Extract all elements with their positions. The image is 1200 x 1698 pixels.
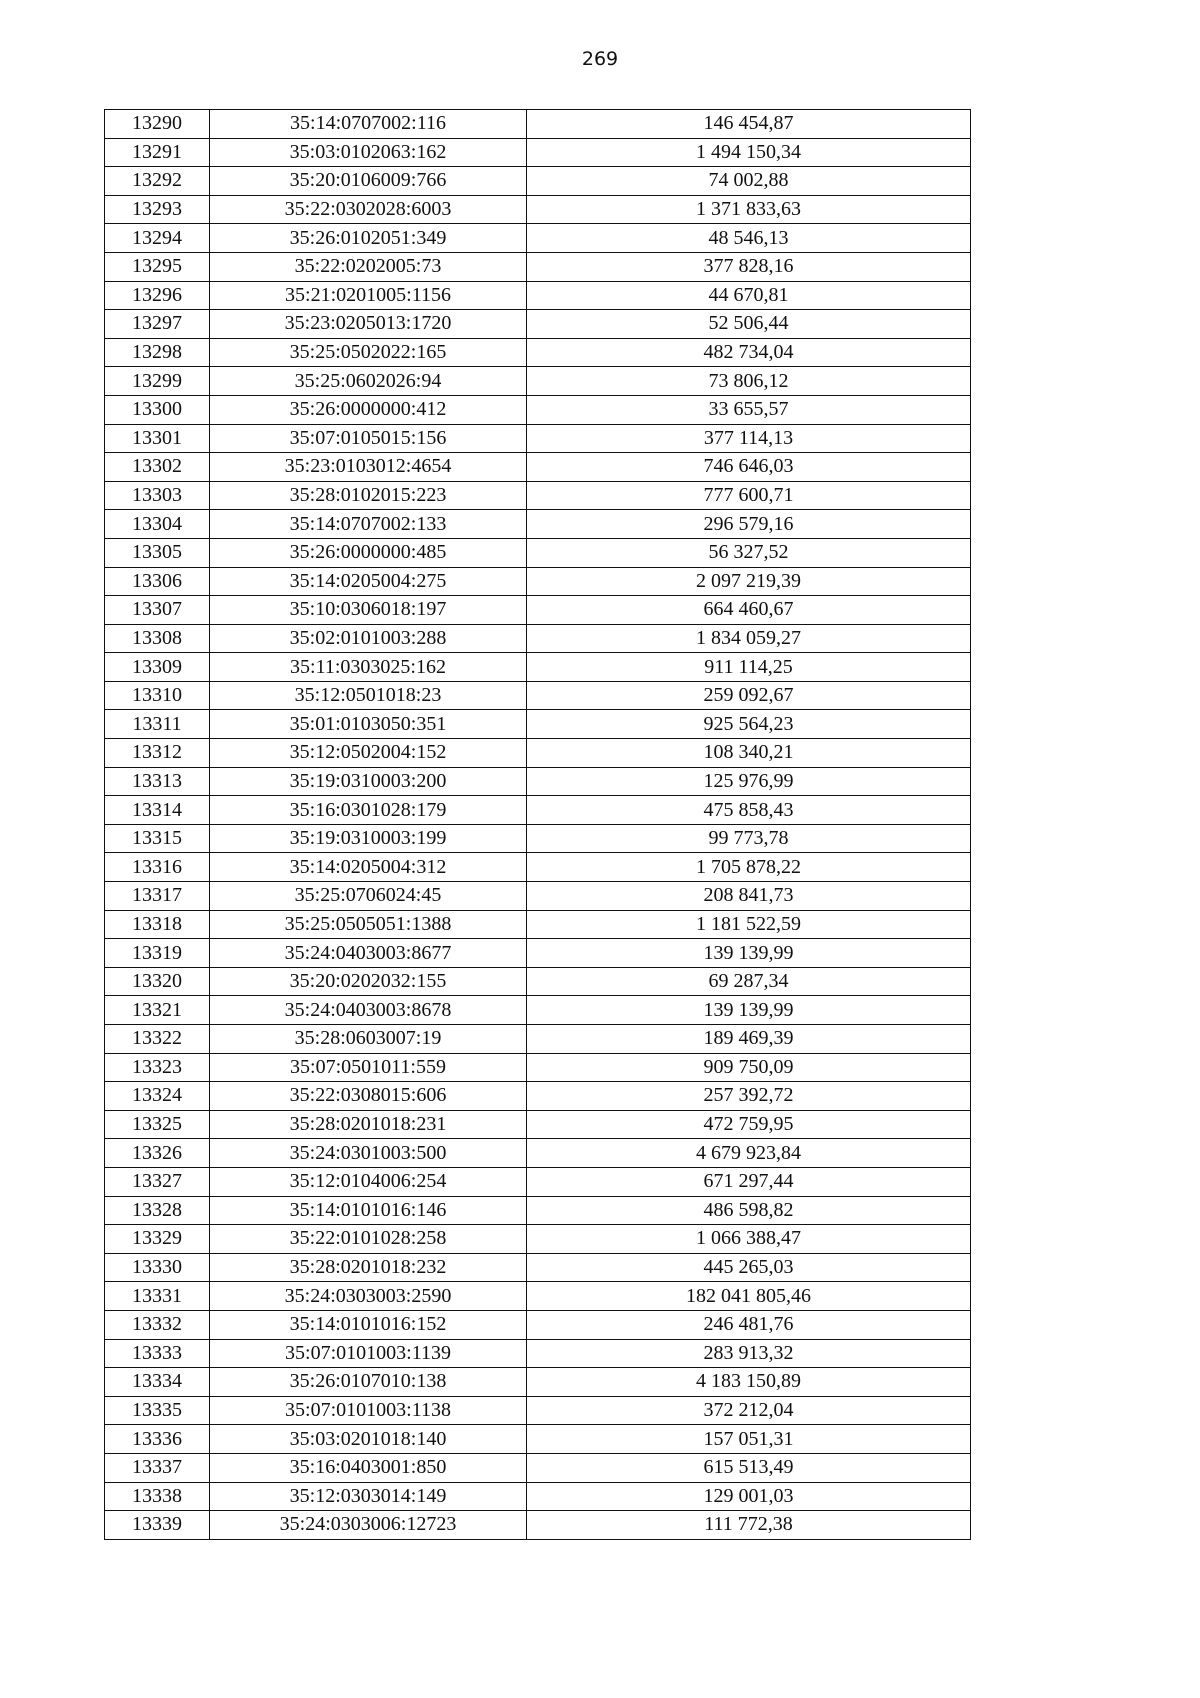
cadastral-value-cell: 2 097 219,39 [527, 567, 971, 596]
cadastral-number-cell: 35:14:0205004:275 [210, 567, 527, 596]
row-number-cell: 13334 [105, 1368, 210, 1397]
table-row [105, 281, 971, 310]
cadastral-number-cell: 35:22:0308015:606 [210, 1082, 527, 1111]
cadastral-value-cell: 4 183 150,89 [527, 1368, 971, 1397]
cadastral-value-cell: 377 828,16 [527, 252, 971, 281]
table-row [105, 1167, 971, 1196]
table-row [105, 1225, 971, 1254]
cadastral-number-cell: 35:07:0101003:1138 [210, 1396, 527, 1425]
cadastral-value-cell: 48 546,13 [527, 224, 971, 253]
cadastral-number-cell: 35:20:0106009:766 [210, 167, 527, 196]
table-row [105, 653, 971, 682]
cadastral-number-cell: 35:14:0707002:133 [210, 510, 527, 539]
table-row [105, 710, 971, 739]
cadastral-number-cell: 35:22:0101028:258 [210, 1225, 527, 1254]
cadastral-value-cell: 259 092,67 [527, 681, 971, 710]
table-row [105, 567, 971, 596]
table-row [105, 1139, 971, 1168]
cadastral-value-cell: 746 646,03 [527, 453, 971, 482]
row-number-cell: 13338 [105, 1482, 210, 1511]
cadastral-number-cell: 35:28:0201018:231 [210, 1110, 527, 1139]
row-number-cell: 13322 [105, 1025, 210, 1054]
cadastral-value-cell: 257 392,72 [527, 1082, 971, 1111]
cadastral-number-cell: 35:24:0403003:8677 [210, 939, 527, 968]
cadastral-value-cell: 1 181 522,59 [527, 910, 971, 939]
row-number-cell: 13299 [105, 367, 210, 396]
row-number-cell: 13333 [105, 1339, 210, 1368]
cadastral-value-cell: 108 340,21 [527, 739, 971, 768]
cadastral-value-cell: 911 114,25 [527, 653, 971, 682]
cadastral-value-cell: 182 041 805,46 [527, 1282, 971, 1311]
table-row [105, 596, 971, 625]
cadastral-value-cell: 4 679 923,84 [527, 1139, 971, 1168]
cadastral-value-cell: 283 913,32 [527, 1339, 971, 1368]
cadastral-number-cell: 35:24:0403003:8678 [210, 996, 527, 1025]
row-number-cell: 13321 [105, 996, 210, 1025]
row-number-cell: 13319 [105, 939, 210, 968]
cadastral-number-cell: 35:12:0303014:149 [210, 1482, 527, 1511]
row-number-cell: 13330 [105, 1253, 210, 1282]
cadastral-number-cell: 35:16:0403001:850 [210, 1453, 527, 1482]
table-row [105, 1110, 971, 1139]
cadastral-value-cell: 372 212,04 [527, 1396, 971, 1425]
table-row [105, 1196, 971, 1225]
table-row [105, 1511, 971, 1540]
row-number-cell: 13336 [105, 1425, 210, 1454]
cadastral-value-cell: 189 469,39 [527, 1025, 971, 1054]
cadastral-number-cell: 35:07:0101003:1139 [210, 1339, 527, 1368]
table-row [105, 1482, 971, 1511]
table-row [105, 1453, 971, 1482]
cadastral-number-cell: 35:21:0201005:1156 [210, 281, 527, 310]
row-number-cell: 13332 [105, 1310, 210, 1339]
row-number-cell: 13316 [105, 853, 210, 882]
table-row [105, 681, 971, 710]
cadastral-value-cell: 482 734,04 [527, 338, 971, 367]
row-number-cell: 13306 [105, 567, 210, 596]
table-row [105, 624, 971, 653]
cadastral-value-cell: 1 494 150,34 [527, 138, 971, 167]
cadastral-value-cell: 99 773,78 [527, 824, 971, 853]
cadastral-number-cell: 35:11:0303025:162 [210, 653, 527, 682]
row-number-cell: 13325 [105, 1110, 210, 1139]
cadastral-value-cell: 52 506,44 [527, 310, 971, 339]
cadastral-number-cell: 35:22:0202005:73 [210, 252, 527, 281]
row-number-cell: 13294 [105, 224, 210, 253]
cadastral-number-cell: 35:26:0102051:349 [210, 224, 527, 253]
table-row [105, 310, 971, 339]
cadastral-value-cell: 486 598,82 [527, 1196, 971, 1225]
table-row [105, 1425, 971, 1454]
table-row [105, 882, 971, 911]
table-row [105, 1053, 971, 1082]
cadastral-value-cell: 146 454,87 [527, 110, 971, 139]
page-number: 269 [581, 48, 619, 70]
row-number-cell: 13327 [105, 1167, 210, 1196]
row-number-cell: 13290 [105, 110, 210, 139]
row-number-cell: 13291 [105, 138, 210, 167]
cadastral-number-cell: 35:22:0302028:6003 [210, 195, 527, 224]
table-row [105, 167, 971, 196]
cadastral-value-cell: 139 139,99 [527, 996, 971, 1025]
cadastral-value-cell: 296 579,16 [527, 510, 971, 539]
row-number-cell: 13293 [105, 195, 210, 224]
cadastral-number-cell: 35:02:0101003:288 [210, 624, 527, 653]
cadastral-number-cell: 35:10:0306018:197 [210, 596, 527, 625]
cadastral-value-cell: 1 834 059,27 [527, 624, 971, 653]
cadastral-value-cell: 73 806,12 [527, 367, 971, 396]
table-row [105, 395, 971, 424]
cadastral-number-cell: 35:14:0707002:116 [210, 110, 527, 139]
table-row [105, 1396, 971, 1425]
row-number-cell: 13317 [105, 882, 210, 911]
row-number-cell: 13302 [105, 453, 210, 482]
table-row [105, 1025, 971, 1054]
cadastral-number-cell: 35:24:0303006:12723 [210, 1511, 527, 1540]
table-row [105, 1368, 971, 1397]
table-row [105, 138, 971, 167]
row-number-cell: 13301 [105, 424, 210, 453]
row-number-cell: 13320 [105, 967, 210, 996]
cadastral-value-cell: 664 460,67 [527, 596, 971, 625]
row-number-cell: 13292 [105, 167, 210, 196]
cadastral-number-cell: 35:07:0105015:156 [210, 424, 527, 453]
table-row [105, 367, 971, 396]
table-row [105, 767, 971, 796]
cadastral-number-cell: 35:16:0301028:179 [210, 796, 527, 825]
table-row [105, 510, 971, 539]
table-row [105, 853, 971, 882]
cadastral-value-cell: 111 772,38 [527, 1511, 971, 1540]
cadastral-value-cell: 615 513,49 [527, 1453, 971, 1482]
row-number-cell: 13296 [105, 281, 210, 310]
cadastral-value-cell: 1 371 833,63 [527, 195, 971, 224]
table-row [105, 1339, 971, 1368]
cadastral-value-cell: 671 297,44 [527, 1167, 971, 1196]
cadastral-number-cell: 35:26:0000000:412 [210, 395, 527, 424]
row-number-cell: 13303 [105, 481, 210, 510]
row-number-cell: 13297 [105, 310, 210, 339]
row-number-cell: 13305 [105, 538, 210, 567]
table-row [105, 996, 971, 1025]
cadastral-value-cell: 925 564,23 [527, 710, 971, 739]
cadastral-value-cell: 56 327,52 [527, 538, 971, 567]
table-row [105, 824, 971, 853]
cadastral-number-cell: 35:07:0501011:559 [210, 1053, 527, 1082]
row-number-cell: 13300 [105, 395, 210, 424]
cadastral-number-cell: 35:19:0310003:199 [210, 824, 527, 853]
table-row [105, 796, 971, 825]
table-body [105, 110, 971, 1540]
row-number-cell: 13329 [105, 1225, 210, 1254]
table-row [105, 1253, 971, 1282]
cadastral-number-cell: 35:28:0102015:223 [210, 481, 527, 510]
row-number-cell: 13311 [105, 710, 210, 739]
table-row [105, 939, 971, 968]
table-row [105, 453, 971, 482]
table-row [105, 1310, 971, 1339]
cadastral-value-cell: 74 002,88 [527, 167, 971, 196]
cadastral-value-cell: 246 481,76 [527, 1310, 971, 1339]
cadastral-number-cell: 35:24:0301003:500 [210, 1139, 527, 1168]
cadastral-value-cell: 445 265,03 [527, 1253, 971, 1282]
row-number-cell: 13308 [105, 624, 210, 653]
cadastral-number-cell: 35:23:0205013:1720 [210, 310, 527, 339]
cadastral-number-cell: 35:26:0000000:485 [210, 538, 527, 567]
cadastral-number-cell: 35:14:0205004:312 [210, 853, 527, 882]
cadastral-number-cell: 35:14:0101016:146 [210, 1196, 527, 1225]
cadastral-value-table [104, 109, 971, 1540]
row-number-cell: 13307 [105, 596, 210, 625]
cadastral-number-cell: 35:12:0501018:23 [210, 681, 527, 710]
cadastral-value-cell: 129 001,03 [527, 1482, 971, 1511]
row-number-cell: 13310 [105, 681, 210, 710]
row-number-cell: 13328 [105, 1196, 210, 1225]
cadastral-value-cell: 475 858,43 [527, 796, 971, 825]
table-row [105, 739, 971, 768]
cadastral-number-cell: 35:28:0603007:19 [210, 1025, 527, 1054]
row-number-cell: 13312 [105, 739, 210, 768]
cadastral-number-cell: 35:20:0202032:155 [210, 967, 527, 996]
cadastral-number-cell: 35:23:0103012:4654 [210, 453, 527, 482]
cadastral-number-cell: 35:19:0310003:200 [210, 767, 527, 796]
cadastral-number-cell: 35:14:0101016:152 [210, 1310, 527, 1339]
row-number-cell: 13324 [105, 1082, 210, 1111]
cadastral-number-cell: 35:26:0107010:138 [210, 1368, 527, 1397]
cadastral-number-cell: 35:25:0706024:45 [210, 882, 527, 911]
cadastral-value-cell: 909 750,09 [527, 1053, 971, 1082]
cadastral-value-cell: 44 670,81 [527, 281, 971, 310]
table-row [105, 1082, 971, 1111]
table-row [105, 252, 971, 281]
table-row [105, 967, 971, 996]
cadastral-value-cell: 377 114,13 [527, 424, 971, 453]
table-row [105, 338, 971, 367]
cadastral-number-cell: 35:25:0602026:94 [210, 367, 527, 396]
row-number-cell: 13309 [105, 653, 210, 682]
cadastral-number-cell: 35:03:0201018:140 [210, 1425, 527, 1454]
cadastral-number-cell: 35:25:0502022:165 [210, 338, 527, 367]
cadastral-number-cell: 35:12:0104006:254 [210, 1167, 527, 1196]
row-number-cell: 13318 [105, 910, 210, 939]
cadastral-value-cell: 125 976,99 [527, 767, 971, 796]
table-row [105, 195, 971, 224]
cadastral-value-cell: 777 600,71 [527, 481, 971, 510]
cadastral-value-cell: 208 841,73 [527, 882, 971, 911]
cadastral-value-cell: 472 759,95 [527, 1110, 971, 1139]
cadastral-value-cell: 139 139,99 [527, 939, 971, 968]
row-number-cell: 13337 [105, 1453, 210, 1482]
cadastral-value-cell: 1 066 388,47 [527, 1225, 971, 1254]
cadastral-number-cell: 35:24:0303003:2590 [210, 1282, 527, 1311]
row-number-cell: 13295 [105, 252, 210, 281]
cadastral-number-cell: 35:28:0201018:232 [210, 1253, 527, 1282]
row-number-cell: 13335 [105, 1396, 210, 1425]
row-number-cell: 13339 [105, 1511, 210, 1540]
row-number-cell: 13331 [105, 1282, 210, 1311]
cadastral-value-cell: 1 705 878,22 [527, 853, 971, 882]
cadastral-value-cell: 157 051,31 [527, 1425, 971, 1454]
table-row [105, 424, 971, 453]
row-number-cell: 13315 [105, 824, 210, 853]
cadastral-number-cell: 35:12:0502004:152 [210, 739, 527, 768]
table-row [105, 481, 971, 510]
cadastral-value-cell: 69 287,34 [527, 967, 971, 996]
table-row [105, 110, 971, 139]
row-number-cell: 13313 [105, 767, 210, 796]
row-number-cell: 13323 [105, 1053, 210, 1082]
cadastral-number-cell: 35:25:0505051:1388 [210, 910, 527, 939]
row-number-cell: 13304 [105, 510, 210, 539]
table-row [105, 538, 971, 567]
cadastral-number-cell: 35:01:0103050:351 [210, 710, 527, 739]
cadastral-number-cell: 35:03:0102063:162 [210, 138, 527, 167]
cadastral-value-cell: 33 655,57 [527, 395, 971, 424]
row-number-cell: 13326 [105, 1139, 210, 1168]
row-number-cell: 13298 [105, 338, 210, 367]
table-row [105, 224, 971, 253]
row-number-cell: 13314 [105, 796, 210, 825]
table-row [105, 910, 971, 939]
table-row [105, 1282, 971, 1311]
